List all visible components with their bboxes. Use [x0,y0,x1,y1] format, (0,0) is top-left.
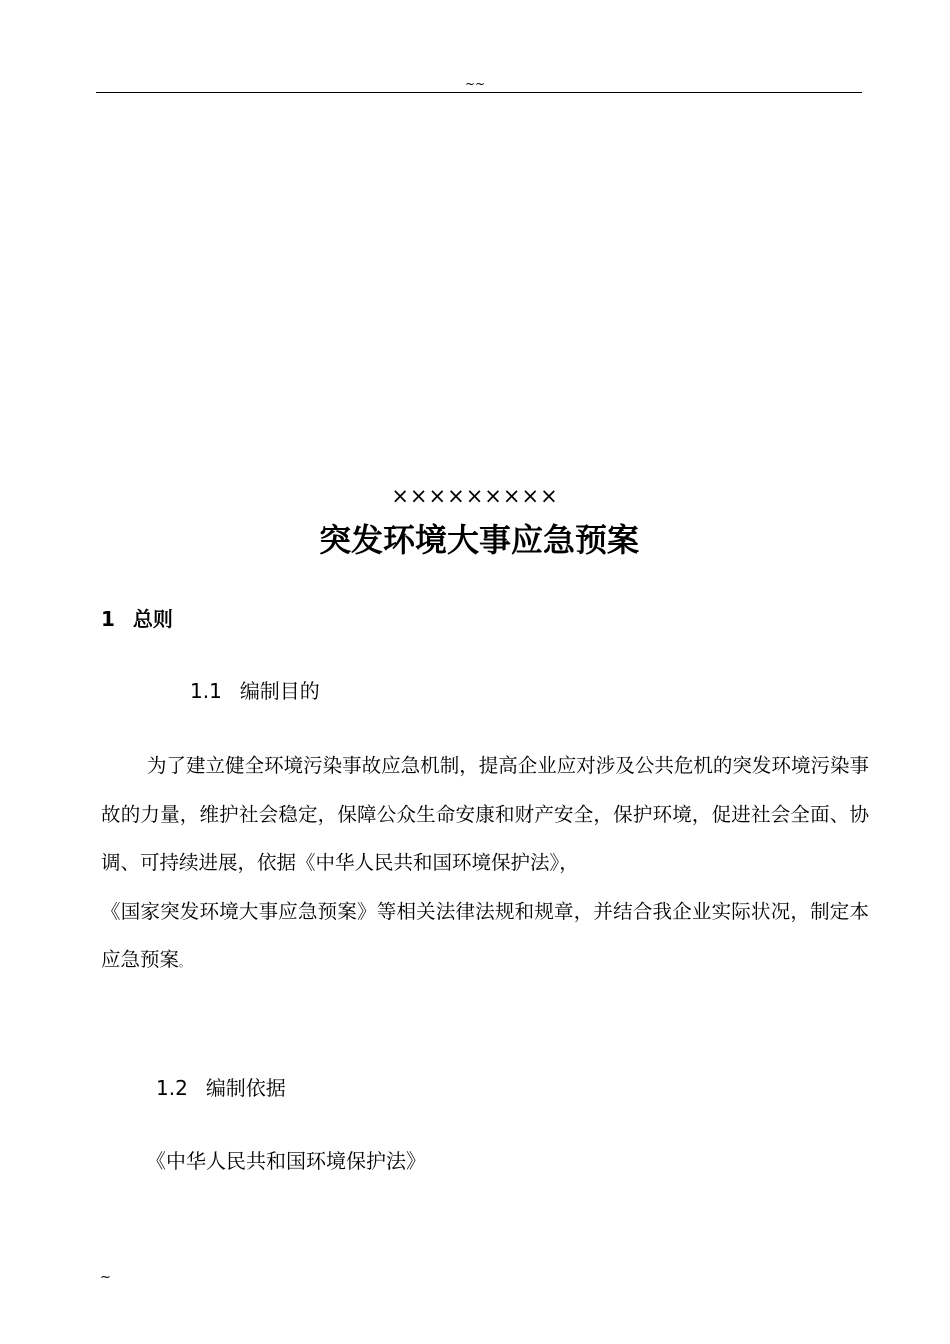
subsection-heading-purpose [190,677,320,705]
subsection-number: 1.2 [156,1076,188,1100]
purpose-paragraph [101,742,869,988]
subsection-title: 编制目的 [239,679,320,703]
subsection-title: 编制依据 [205,1076,286,1100]
paragraph-part-2-text: 《国家突发环境大事应急预案》等相关法律法规和规章，并结合我企业实际状况，制定本应急预案 [101,899,869,971]
section-heading-general [101,605,173,633]
header-divider [96,92,862,93]
paragraph-part-2 [101,888,869,988]
subsection-heading-basis [156,1074,286,1102]
section-number: 1 [101,607,115,631]
subsection-number: 1.1 [190,679,222,703]
document-subtitle: ××××××××× [391,484,559,508]
section-title: 总则 [132,607,173,631]
paragraph-end-mark: 。 [179,956,191,969]
document-title: 突发环境大事应急预案 [318,521,639,559]
paragraph-part-1: 为了建立健全环境污染事故应急机制，提高企业应对涉及公共危机的突发环境污染事故的力量，维护社会稳定，保障公众生命安康和财产安全，保护环境，促进社会全面、协调、可持续进展，依据《中华人民共和国环境保护法》， [101,754,869,874]
page-header-mark: ~~ [464,77,486,91]
law-reference-item: 《中华人民共和国环境保护法》 [146,1149,426,1173]
page-footer-mark: ~ [100,1270,111,1285]
